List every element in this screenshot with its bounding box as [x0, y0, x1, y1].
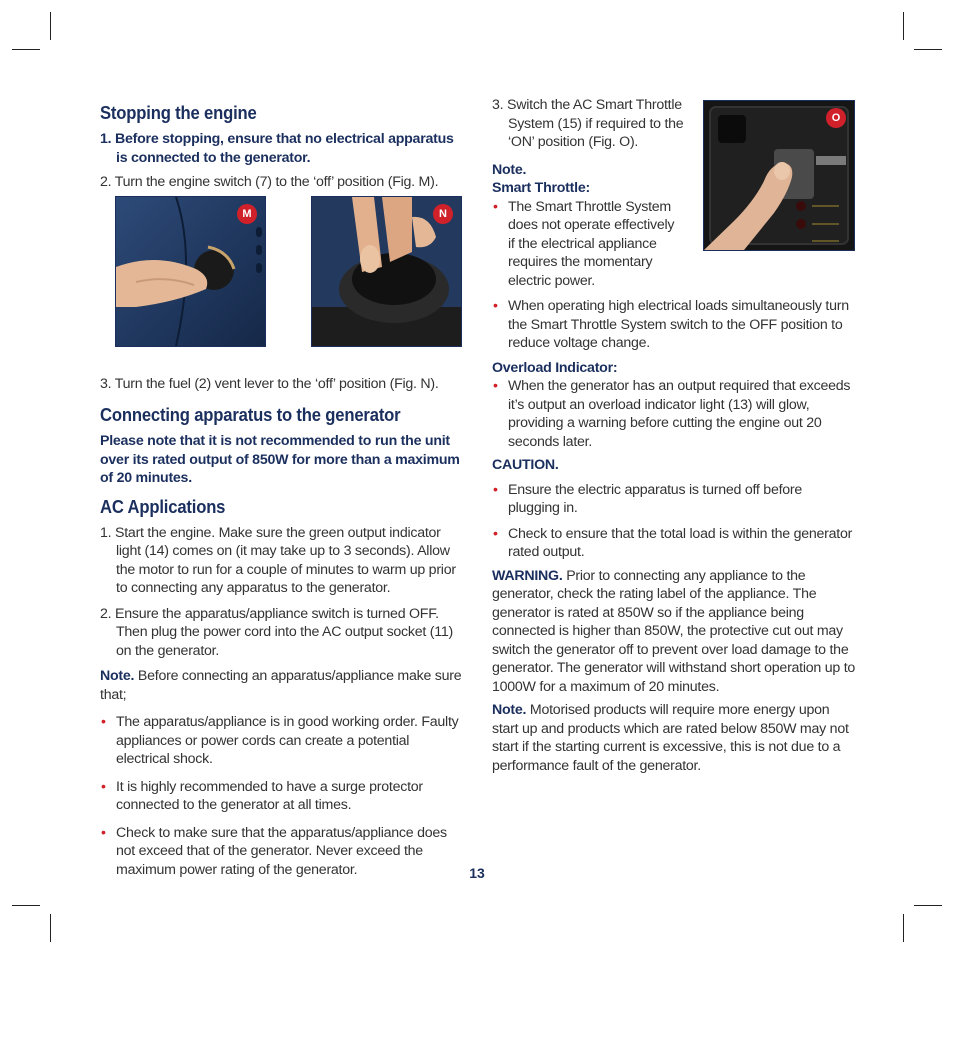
connecting-warning: Please note that it is not recommended to run the unit over its rated output of 850W for more than a maximum of 20 minutes.	[100, 433, 460, 486]
list-item: • Check to ensure that the total load is within the generator rated output.	[492, 525, 856, 562]
list-item: • When the generator has an output required that exceeds it’s output an overload indicator light (13) will glow, providing a warning before cutting the engine out 20 seconds later.	[492, 377, 856, 451]
crop-mark	[12, 49, 40, 50]
note-label: Note.	[492, 702, 527, 718]
overload-list	[492, 377, 856, 451]
list-item: • When operating high electrical loads simultaneously turn the Smart Throttle System switch to the OFF position to reduce voltage change.	[492, 297, 856, 353]
list-item: • The apparatus/appliance is in good working order. Faulty appliances or power cords can create a potential electrical shock.	[100, 713, 462, 769]
crop-mark	[914, 905, 942, 906]
figure-o-photo	[703, 100, 855, 251]
crop-mark	[903, 12, 904, 40]
note-label: Note.	[492, 161, 527, 178]
overload-label: Overload Indicator:	[492, 359, 618, 376]
list-item: • The Smart Throttle System does not operate effectively if the electrical appliance requires the momentary electric power.	[492, 198, 678, 291]
crop-mark	[914, 49, 942, 50]
note-label: Note.	[100, 668, 135, 684]
page-number: 13	[469, 865, 485, 881]
crop-mark	[903, 914, 904, 942]
stopping-engine-heading: Stopping the engine	[100, 102, 257, 123]
figure-label: O	[826, 108, 846, 128]
ac-note	[100, 667, 462, 704]
ac-bullet-list	[100, 713, 462, 879]
crop-mark	[50, 12, 51, 40]
figure-label: M	[237, 204, 257, 224]
stop-step-1: 1. Before stopping, ensure that no electrical apparatus is connected to the generator.	[100, 131, 454, 166]
motorised-note	[492, 701, 856, 775]
warning-text: Prior to connecting any appliance to the generator, check the rating label of the appliance. The generator is rated at 850W so if the appliance being connected is higher than 850W, the protective cut out may switch the generator off to prevent over load damage to the generator. The generator will withstand short operation up to 1000W for a maximum of 20 minutes.	[492, 567, 856, 695]
stop-step-2: 2. Turn the engine switch (7) to the ‘off’ position (Fig. M).	[100, 174, 439, 190]
caution-label: CAUTION.	[492, 457, 559, 473]
throttle-step-3: 3. Switch the AC Smart Throttle System (15) if required to the ‘ON’ position (Fig. O).	[492, 97, 684, 150]
list-item: • It is highly recommended to have a surge protector connected to the generator at all times.	[100, 778, 462, 815]
crop-mark	[50, 914, 51, 942]
warning-paragraph	[492, 567, 856, 697]
ac-step-2: 2. Ensure the apparatus/appliance switch is turned OFF. Then plug the power cord into the AC output socket (11) on the generator.	[100, 605, 453, 659]
figure-label: N	[433, 204, 453, 224]
figure-m-photo	[115, 196, 266, 347]
caution-list	[492, 481, 856, 562]
ac-step-1: 1. Start the engine. Make sure the green output indicator light (14) comes on (it may take up to 3 seconds). Allow the motor to run for a couple of minutes to warm up prior to connecting any apparatus to the generator.	[100, 524, 456, 596]
warning-label: WARNING.	[492, 567, 563, 584]
crop-mark	[12, 905, 40, 906]
note-text: Before connecting an apparatus/appliance make sure that;	[100, 668, 462, 703]
ac-applications-heading: AC Applications	[100, 495, 226, 517]
figure-n-photo	[311, 196, 462, 347]
list-item: • Check to make sure that the apparatus/appliance does not exceed that of the generator. Never exceed the maximum power rating of the generator.	[100, 824, 462, 880]
smart-throttle-label: Smart Throttle:	[492, 180, 590, 196]
stop-step-3: 3. Turn the fuel (2) vent lever to the ‘off’ position (Fig. N).	[100, 375, 439, 392]
connecting-heading: Connecting apparatus to the generator	[100, 404, 401, 425]
list-item: • Ensure the electric apparatus is turned off before plugging in.	[492, 481, 856, 518]
note-text: Motorised products will require more energy upon start up and products which are rated below 850W may not start if the starting current is excessive, this is not due to a performance fault of the generator.	[492, 702, 849, 774]
